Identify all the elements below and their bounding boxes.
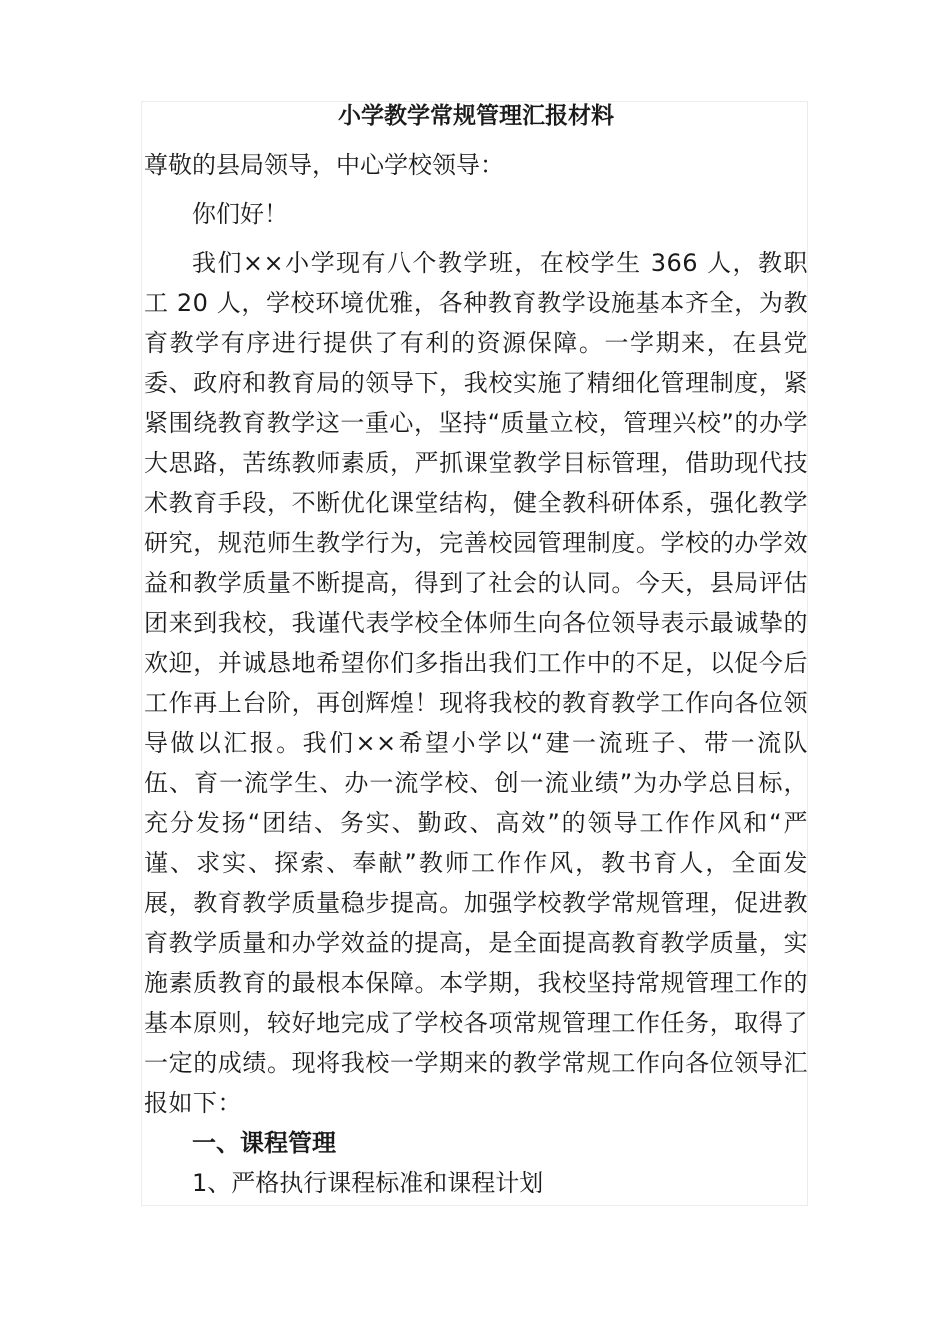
greeting: 你们好！ bbox=[192, 200, 288, 228]
section-item-1: 1、严格执行课程标准和课程计划 bbox=[192, 1169, 544, 1197]
document-content bbox=[144, 96, 808, 1203]
document-title: 小学教学常规管理汇报材料 bbox=[338, 103, 614, 129]
body-paragraph: 我们××小学现有八个教学班，在校学生 366 人，教职工 20 人，学校环境优雅，各种教育教学设施基本齐全，为教育教学有序进行提供了有利的资源保障。一学期来，在县党委、政府和教育局的领导下，我校实施了精细化管理制度，紧紧围绕教育教学这一重心，坚持“质量立校，管理兴校”的办学大思路，苦练教师素质，严抓课堂教学目标管理，借助现代技术教育手段，不断优化课堂结构，健全教科研体系，强化教学研究，规范师生教学行为，完善校园管理制度。学校的办学效益和教学质量不断提高，得到了社会的认同。今天，县局评估团来到我校，我谨代表学校全体师生向各位领导表示最诚挚的欢迎，并诚恳地希望你们多指出我们工作中的不足，以促今后工作再上台阶，再创辉煌！现将我校的教育教学工作向各位领导做以汇报。我们××希望小学以“建一流班子、带一流队伍、育一流学生、办一流学校、创一流业绩”为办学总目标，充分发扬“团结、务实、勤政、高效”的领导工作作风和“严谨、求实、探索、奉献”教师工作作风，教书育人，全面发展，教育教学质量稳步提高。加强学校教学常规管理，促进教育教学质量和办学效益的提高，是全面提高教育教学质量，实施素质教育的最根本保障。本学期，我校坚持常规管理工作的基本原则，较好地完成了学校各项常规管理工作任务，取得了一定的成绩。现将我校一学期来的教学常规工作向各位领导汇报如下： bbox=[144, 249, 808, 1117]
section-heading-course-management: 一、课程管理 bbox=[192, 1129, 336, 1157]
salutation: 尊敬的县局领导，中心学校领导： bbox=[144, 151, 504, 179]
